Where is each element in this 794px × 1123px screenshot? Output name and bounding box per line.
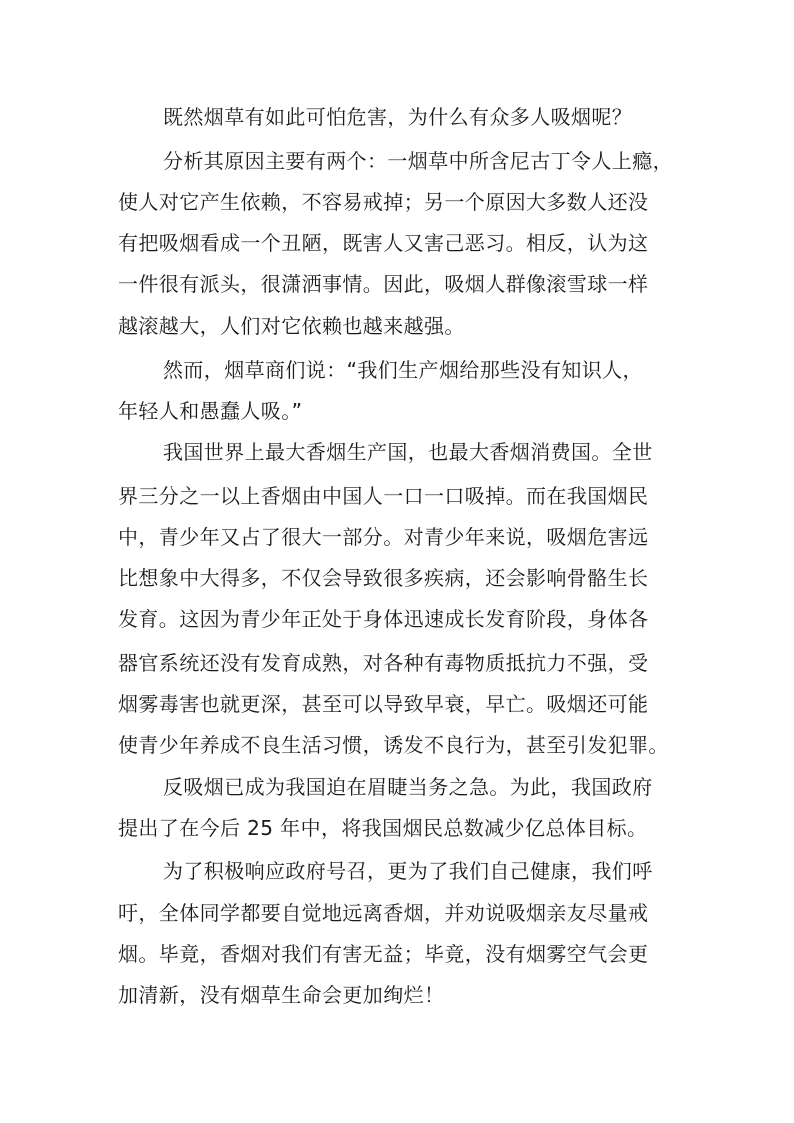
text-line: 烟。毕竟，香烟对我们有害无益；毕竟，没有烟雾空气会更 <box>118 942 649 966</box>
text-line: 有把吸烟看成一个丑陋，既害人又害己恶习。相反，认为这 <box>118 231 649 255</box>
text-line: 年轻人和愚蠢人吸。” <box>118 399 303 423</box>
text-line: 发育。这因为青少年正处于身体迅速成长发育阶段，身体各 <box>118 607 649 631</box>
text-line: 吁，全体同学都要自觉地远离香烟，并劝说吸烟亲友尽量戒 <box>118 901 649 925</box>
text-line: 中，青少年又占了很大一部分。对青少年来说，吸烟危害远 <box>118 525 649 549</box>
text-line: 比想象中大得多，不仅会导致很多疾病，还会影响骨骼生长 <box>118 566 649 590</box>
text-line: 加清新，没有烟草生命会更加绚烂！ <box>118 983 445 1007</box>
text-line: 为了积极响应政府号召，更为了我们自己健康，我们呼 <box>163 859 653 883</box>
text-line: 既然烟草有如此可怕危害，为什么有众多人吸烟呢？ <box>163 105 633 129</box>
text-line: 界三分之一以上香烟由中国人一口一口吸掉。而在我国烟民 <box>118 484 649 508</box>
text-line: 然而，烟草商们说：“我们生产烟给那些没有知识人， <box>163 358 643 382</box>
text-line: 一件很有派头，很潇洒事情。因此，吸烟人群像滚雪球一样 <box>118 272 649 296</box>
text-line: 使人对它产生依赖，不容易戒掉；另一个原因大多数人还没 <box>118 190 649 214</box>
text-line: 反吸烟已成为我国迫在眉睫当务之急。为此，我国政府 <box>163 775 653 799</box>
text-line: 提出了在今后 25 年中，将我国烟民总数减少亿总体目标。 <box>118 816 648 840</box>
text-line: 烟雾毒害也就更深，甚至可以导致早衰，早亡。吸烟还可能 <box>118 692 649 716</box>
text-line: 越滚越大，人们对它依赖也越来越强。 <box>118 314 465 338</box>
text-line: 我国世界上最大香烟生产国，也最大香烟消费国。全世 <box>163 440 653 464</box>
text-line: 分析其原因主要有两个：一烟草中所含尼古丁令人上瘾， <box>163 149 673 173</box>
text-line: 使青少年养成不良生活习惯，诱发不良行为，甚至引发犯罪。 <box>118 733 669 757</box>
text-line: 器官系统还没有发育成熟，对各种有毒物质抵抗力不强，受 <box>118 651 649 675</box>
